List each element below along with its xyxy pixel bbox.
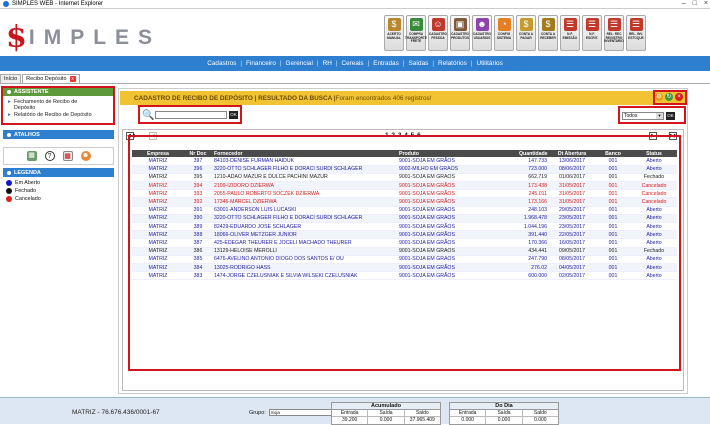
column-header[interactable]: Quantidade (519, 150, 548, 157)
toolbar-label: REL. INV. ESTOQUE (628, 32, 644, 40)
table-cell: 001 (595, 231, 631, 239)
legenda-header (3, 168, 114, 177)
menu-separator: | (470, 60, 473, 67)
table-cell: 434.441 (517, 247, 549, 255)
toolbar (384, 15, 646, 51)
table-cell: 9001-SOJA EM GRÃOS (397, 182, 517, 190)
total-value: 37.965.409 (409, 417, 435, 423)
shortcut-icons (3, 147, 114, 165)
tab-label: Início (4, 76, 18, 82)
table-cell: 31/05/2017 (549, 190, 595, 198)
table-cell: 001 (595, 190, 631, 198)
table-cell: 9001-SOJA EM GRÃOS (397, 231, 517, 239)
column-header[interactable]: Status (631, 150, 677, 157)
search-icon: 🔍 (142, 109, 155, 121)
table-cell: 393 (184, 190, 212, 198)
box-icon: ▣ (454, 18, 467, 31)
menu-item[interactable]: Saídas (408, 60, 429, 67)
invoice-icon: ☰ (564, 18, 577, 31)
table-cell: 63001-ANDERSON LUIS LUCASKI (212, 206, 397, 214)
maximize-icon[interactable]: □ (692, 0, 697, 7)
table-cell: 387 (184, 239, 212, 247)
table-cell: 173.166 (517, 198, 549, 206)
menu-item[interactable]: Relatórios (438, 60, 467, 67)
table-cell: 84103-DENISE FURMAN HAIDUK (212, 157, 397, 165)
toolbar-rel-estoque-button[interactable] (626, 15, 646, 51)
table-cell: 08/05/2017 (549, 255, 595, 263)
table-cell: MATRIZ (132, 182, 184, 190)
menu-separator: | (335, 60, 338, 67)
total-key: Saída (486, 410, 521, 417)
assistente-title: ASSISTENTE (14, 88, 49, 95)
status-footer (0, 397, 710, 424)
table-cell: 9001-SOJA EM GRÃOS (397, 206, 517, 214)
toolbar-label: CADASTRO PRODUTOS (450, 32, 470, 40)
toolbar-conta-pagar-button[interactable] (516, 15, 536, 51)
table-cell: 01/06/2017 (549, 173, 595, 181)
table-cell: 1.968.478 (517, 214, 549, 222)
ie-icon (3, 1, 9, 7)
assistente-panel (3, 87, 114, 124)
app-header (0, 9, 710, 55)
menu-item[interactable]: Gerencial (285, 60, 313, 67)
table-cell: 82429-EDUARDO JOSE SCHLAGER (212, 223, 397, 231)
banner-title: CADASTRO DE RECIBO DE DEPÓSITO | RESULTADO DA BUSCA | (134, 94, 336, 102)
toolbar-cadastro-usuarios-button[interactable] (472, 15, 492, 51)
table-cell: MATRIZ (132, 190, 184, 198)
sidebar (3, 87, 114, 203)
table-cell: 9002-MILHO EM GRÃOS (397, 165, 517, 173)
settings-icon[interactable]: ⚙ (656, 94, 662, 100)
toolbar-label: N.F. ESCRIT. (585, 32, 599, 40)
total-value: 0.000 (497, 417, 511, 423)
dodia-title: Do Dia (450, 403, 558, 410)
table-cell: MATRIZ (132, 247, 184, 255)
menu-separator: | (432, 60, 435, 67)
main-content (118, 88, 688, 394)
user-icon[interactable]: ☻ (81, 152, 90, 159)
toolbar-label: CONTA A RECEBER (540, 32, 556, 40)
table-cell: 09/05/2017 (549, 247, 595, 255)
tab-recibo-deposito[interactable] (22, 74, 79, 83)
legend-list (3, 177, 114, 203)
calendar-icon[interactable]: ▦ (64, 153, 71, 160)
table-cell: 2109-IZIDORO DZIERWA (212, 182, 397, 190)
toolbar-cadastro-produtos-button[interactable] (450, 15, 470, 51)
toolbar-label: CONTA A PAGAR (518, 32, 534, 40)
table-cell: MATRIZ (132, 165, 184, 173)
column-header[interactable]: Produto (397, 150, 517, 157)
table-cell: 386 (184, 247, 212, 255)
table-cell: Aberto (631, 214, 677, 222)
table-cell: 385 (184, 255, 212, 263)
last-page-button[interactable]: ▶▶ (670, 133, 678, 139)
column-header[interactable]: Banco (595, 150, 631, 157)
table-cell: MATRIZ (132, 198, 184, 206)
money-bag-icon: $ (542, 18, 555, 31)
menu-separator: | (316, 60, 319, 67)
toolbar-label: CADASTRO USUARIOS (472, 32, 492, 40)
table-cell: Cancelado (631, 182, 677, 190)
total-key: Entrada (332, 410, 367, 417)
table-cell: 9001-SOJA EM GRÃOS (397, 214, 517, 222)
table-cell: 9001-SOJA EM GRÃOS (397, 239, 517, 247)
total-key: Saída (368, 410, 403, 417)
rainbow-icon: ◔ (498, 18, 511, 31)
table-cell: 001 (595, 255, 631, 263)
column-header[interactable]: Dt Abertura (549, 150, 595, 157)
legend-aberto (3, 179, 114, 187)
table-cell: 245.011 (517, 190, 549, 198)
money-bag-icon: $ (388, 18, 401, 31)
total-key: Saldo (523, 410, 558, 417)
tab-inicio[interactable] (0, 74, 21, 83)
table-cell: MATRIZ (132, 272, 184, 280)
page-links[interactable]: 1 2 3 4 5 6 ... (385, 132, 431, 139)
tab-bar (0, 74, 80, 83)
help-icon[interactable]: ? (45, 151, 55, 161)
group-value: Soja (270, 410, 280, 415)
table-cell: MATRIZ (132, 206, 184, 214)
total-value: 0.000 (534, 417, 547, 423)
minimize-icon[interactable]: – (681, 0, 686, 7)
table-cell: 383 (184, 272, 212, 280)
table-cell: 170.366 (517, 239, 549, 247)
toolbar-rel-registro-button[interactable] (604, 15, 624, 51)
toolbar-config-sistema-button[interactable] (494, 15, 514, 51)
filter-value: Todos (624, 113, 638, 119)
prev-page-button[interactable]: ◀ (149, 132, 157, 140)
table-cell: 001 (595, 263, 631, 271)
table-cell: 600.000 (517, 272, 549, 280)
toolbar-conta-receber-button[interactable] (538, 15, 558, 51)
table-cell: 9001-SOJA EM GRÃOS (397, 223, 517, 231)
report-icon: ☰ (608, 18, 621, 31)
result-banner (120, 91, 687, 105)
total-value: 39.200 (342, 417, 358, 423)
table-cell: 001 (595, 272, 631, 280)
table-cell: 16/05/2017 (549, 239, 595, 247)
money-bag-icon: $ (520, 18, 533, 31)
chevron-down-icon: ▼ (657, 113, 662, 118)
toolbar-acerto-manual-button[interactable] (384, 15, 404, 51)
legend-label: Em Aberto (15, 180, 41, 186)
tab-divider (0, 83, 710, 84)
table-cell: 23/05/2017 (549, 223, 595, 231)
table-cell: 3220-OTTO SCHLAGER FILHO E DORACI SURDI SCHLAGER (212, 165, 397, 173)
table-cell: 9001-SOJA EM GRÃOS (397, 157, 517, 165)
table-cell: 6476-AVELINO ANTONIO DIOGO DOS SANTOS E/ OU (212, 255, 397, 263)
table-cell: Aberto (631, 255, 677, 263)
company-label: MATRIZ - 76.676.436/0001-67 (72, 409, 160, 416)
invoice-icon: ☰ (586, 18, 599, 31)
table-cell: 17346-MARCEL DZIERWA (212, 198, 397, 206)
menu-separator: | (402, 60, 405, 67)
toolbar-label: N.F. EMISSÃO (562, 32, 578, 40)
table-cell: 662.719 (517, 173, 549, 181)
tab-label: Recibo Depósito (26, 76, 67, 82)
table-cell: 9001-SOJA EM GRÃOS (397, 247, 517, 255)
table-cell: 2055-PAULO ROBERTO SOCZEK DZIERWA (212, 190, 397, 198)
total-key: Entrada (450, 410, 485, 417)
table-cell: 04/05/2017 (549, 263, 595, 271)
table-cell: 425-EDEGAR THEURER E JOCELI MACHADO THEURER (212, 239, 397, 247)
table-cell: MATRIZ (132, 157, 184, 165)
legend-dot (6, 196, 12, 202)
sidebar-item-fechamento[interactable]: ▸ Fechamento de Recibo de Depósito (3, 99, 91, 111)
table-cell: 1474-JORGE CZELUSNIAK E SILVIA WILSEKI CZELUSNIAK (212, 272, 397, 280)
total-value: 0.000 (461, 417, 474, 423)
window-title: SIMPLES WEB - Internet Explorer (12, 1, 104, 7)
table-cell: 3220-OTTO SCHLAGER FILHO E DORACI SURDI SCHLAGER (212, 214, 397, 222)
table-cell: 1210-ADÃO MAZUR E DULCE PACHINI MAZUR (212, 173, 397, 181)
window-controls (682, 0, 708, 7)
menu-item[interactable]: Cadastros (207, 60, 237, 67)
dodia-box (449, 402, 559, 425)
logo-word: IMPLES (28, 26, 162, 49)
atalhos-header[interactable] (3, 130, 114, 139)
app-logo (6, 20, 162, 55)
table-cell: 22/05/2017 (549, 231, 595, 239)
window-titlebar (0, 0, 710, 9)
legenda-title: LEGENDA (14, 169, 41, 176)
table-cell: 9001-SOJA EM GRÃOS (397, 190, 517, 198)
table-cell: MATRIZ (132, 173, 184, 181)
table-cell: 395 (184, 173, 212, 181)
table-cell: Fechado (631, 173, 677, 181)
table-cell: 391 (184, 206, 212, 214)
legend-cancelado (3, 195, 114, 203)
table-cell: 02/05/2017 (549, 272, 595, 280)
close-icon[interactable]: × (675, 93, 683, 101)
table-cell: 723.000 (517, 165, 549, 173)
bullet-icon (7, 133, 11, 137)
table-cell: 396 (184, 165, 212, 173)
table-cell: MATRIZ (132, 263, 184, 271)
toolbar-label: REL. REC REGISTRO INVENTARIO (604, 32, 624, 44)
table-cell: 173.438 (517, 182, 549, 190)
table-cell: 9001-SOJA EM GRÃOS (397, 255, 517, 263)
total-value: 0.000 (379, 417, 393, 423)
calculator-icon[interactable]: ▦ (28, 152, 35, 159)
table-cell: 13129-HELOISE MEROLLI (212, 247, 397, 255)
group-selector (249, 409, 339, 416)
table-cell: 29/05/2017 (549, 206, 595, 214)
table-cell: 391.440 (517, 231, 549, 239)
table-cell: 001 (595, 239, 631, 247)
highlight-box (138, 105, 242, 124)
close-tab-icon[interactable]: x (71, 76, 74, 82)
atalhos-title: ATALHOS (14, 131, 40, 138)
main-menu (0, 56, 710, 71)
table-cell: 384 (184, 263, 212, 271)
menu-item[interactable]: Cereais (341, 60, 364, 67)
total-key: Saldo (405, 410, 440, 417)
table-cell: Aberto (631, 165, 677, 173)
sidebar-item-relatorio[interactable]: ▸ Relatório de Recibo de Depósito (3, 112, 114, 118)
highlight-box (128, 135, 681, 371)
table-cell: 1.044.196 (517, 223, 549, 231)
table-cell: 247.790 (517, 255, 549, 263)
table-cell: Fechado (631, 247, 677, 255)
menu-item[interactable]: Financeiro (246, 60, 276, 67)
toolbar-label: CADASTRO PESSOA (428, 32, 448, 40)
banner-message: Foram encontrados 406 registros! (335, 94, 432, 102)
menu-item[interactable]: Utilitários (476, 60, 503, 67)
table-cell: Aberto (631, 157, 677, 165)
table-cell: 9001-SOJA EM GRÃOS (397, 263, 517, 271)
table-cell: 001 (595, 157, 631, 165)
legend-dot (6, 188, 12, 194)
table-cell: 248.103 (517, 206, 549, 214)
table-cell: Aberto (631, 272, 677, 280)
table-cell: 147.733 (517, 157, 549, 165)
table-cell: 08/06/2017 (549, 165, 595, 173)
table-cell: 9001-SOJA EM GRÃOS (397, 272, 517, 280)
legend-dot (6, 180, 12, 186)
column-header[interactable]: Empresa (132, 150, 184, 157)
users-icon: ☻ (477, 19, 487, 29)
table-cell: 397 (184, 157, 212, 165)
bullet-icon (7, 171, 11, 175)
table-cell: 13/06/2017 (549, 157, 595, 165)
table-cell: Cancelado (631, 198, 677, 206)
table-cell: 23/05/2017 (549, 214, 595, 222)
column-header[interactable]: Fornecedor (212, 150, 397, 157)
table-cell: Aberto (631, 223, 677, 231)
table-cell: 9001-SOJA EM GRÃOS (397, 173, 517, 181)
truck-icon: ✉ (410, 18, 423, 31)
table-cell: 392 (184, 198, 212, 206)
table-cell: 394 (184, 182, 212, 190)
table-cell: MATRIZ (132, 231, 184, 239)
table-cell: MATRIZ (132, 239, 184, 247)
toolbar-label: COMPRA TRANSPORTE FRETE (405, 32, 427, 44)
person-icon: ☺ (433, 19, 443, 29)
table-cell: 390 (184, 214, 212, 222)
table-cell: 001 (595, 165, 631, 173)
acumulado-box (331, 402, 441, 425)
toolbar-cadastro-pessoa-button[interactable] (428, 15, 448, 51)
table-cell: 388 (184, 231, 212, 239)
filter-ok-button[interactable]: OK (667, 113, 674, 118)
toolbar-nf-escrit-button[interactable] (582, 15, 602, 51)
refresh-icon[interactable]: ↻ (666, 94, 672, 100)
search-ok-button[interactable]: OK (230, 112, 237, 117)
table-cell: 001 (595, 206, 631, 214)
legend-label: Cancelado (15, 196, 41, 202)
toolbar-nf-emissao-button[interactable] (560, 15, 580, 51)
report-icon: ☰ (630, 18, 643, 31)
group-label: Grupo: (249, 409, 266, 416)
table-cell: MATRIZ (132, 255, 184, 263)
column-header[interactable]: Nr Doc (184, 150, 212, 157)
table-cell: 31/05/2017 (549, 198, 595, 206)
table-cell: 001 (595, 214, 631, 222)
menu-separator: | (367, 60, 370, 67)
highlight-box (618, 106, 686, 124)
acumulado-title: Acumulado (332, 403, 440, 410)
logo-dollar: $ (6, 20, 27, 55)
menu-item[interactable]: RH (322, 60, 332, 67)
menu-separator: | (279, 60, 282, 67)
table-cell: 001 (595, 223, 631, 231)
table-cell: 13025-RODRIGO HASS (212, 263, 397, 271)
table-cell: Aberto (631, 206, 677, 214)
table-cell: Aberto (631, 231, 677, 239)
next-page-button[interactable]: ▶ (649, 132, 657, 140)
table-cell: 001 (595, 182, 631, 190)
highlight-box (653, 90, 687, 105)
toolbar-label: ACERTO MANUAL (387, 32, 401, 40)
table-cell: MATRIZ (132, 223, 184, 231)
table-cell: Aberto (631, 263, 677, 271)
table-cell: 276.02 (517, 263, 549, 271)
legend-label: Fechado (15, 188, 36, 194)
first-page-button[interactable]: ◀◀ (127, 133, 135, 139)
legend-fechado (3, 187, 114, 195)
table-cell: 18066-OLIVER METZGER JUNIOR (212, 231, 397, 239)
table-cell: 9001-SOJA EM GRÃOS (397, 198, 517, 206)
highlight-box (1, 86, 115, 125)
table-cell: Cancelado (631, 190, 677, 198)
table-cell: Aberto (631, 239, 677, 247)
group-select[interactable] (269, 409, 339, 416)
table-cell: 31/05/2017 (549, 182, 595, 190)
toolbar-compra-transporte-button[interactable] (406, 15, 426, 51)
toolbar-label: CONFIG SISTEMA (496, 32, 512, 40)
table-cell: MATRIZ (132, 214, 184, 222)
menu-separator: | (240, 60, 243, 67)
table-cell: 001 (595, 173, 631, 181)
close-icon[interactable]: × (703, 0, 708, 7)
table-cell: 389 (184, 223, 212, 231)
table-cell: 001 (595, 198, 631, 206)
menu-item[interactable]: Entradas (373, 60, 399, 67)
table-cell: 001 (595, 247, 631, 255)
